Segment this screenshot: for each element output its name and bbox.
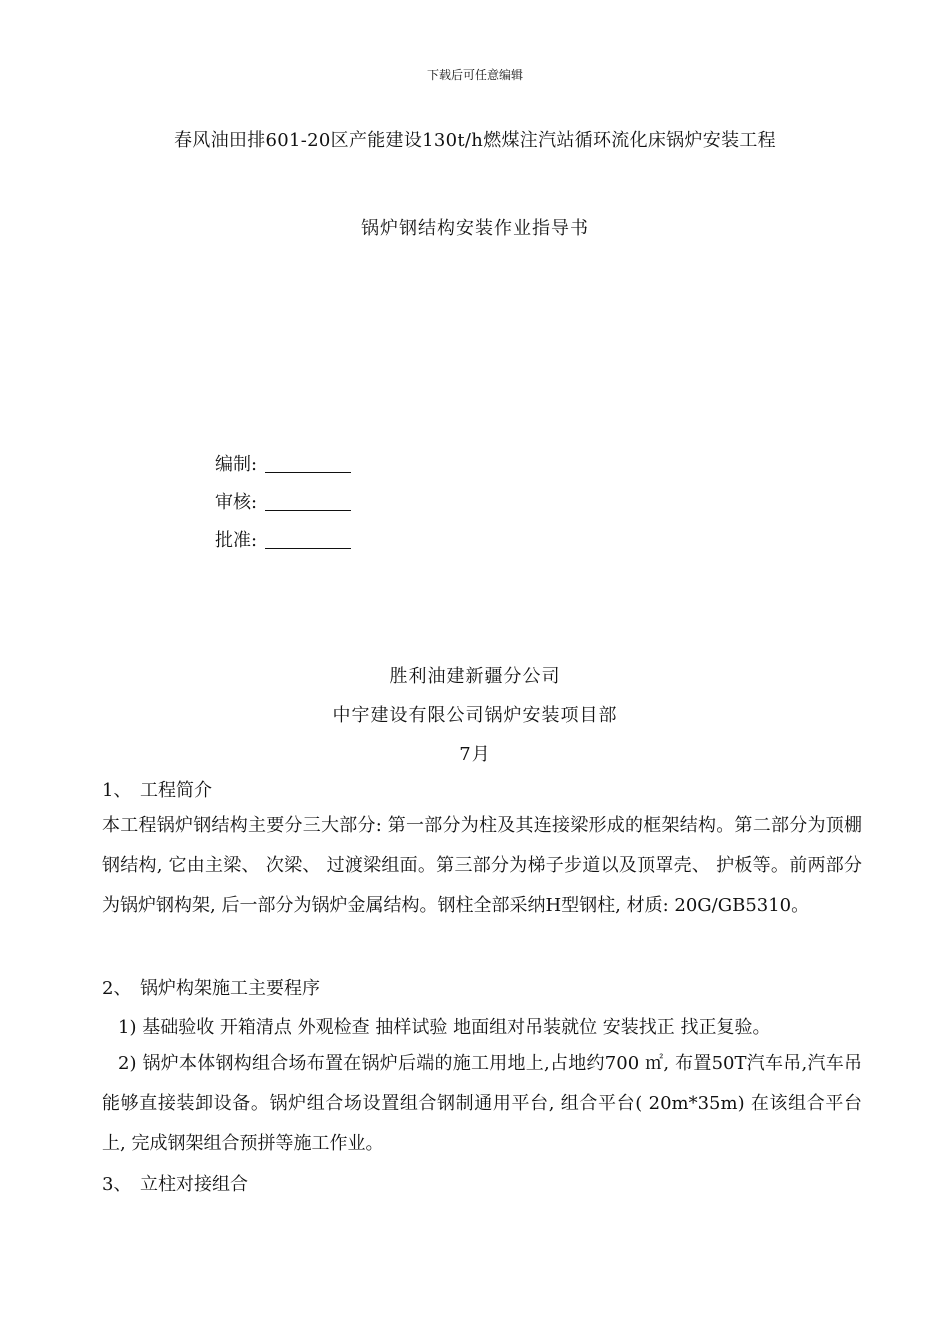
project-title: 春风油田排601-20区产能建设130t/h燃煤注汽站循环流化床锅炉安装工程 <box>174 130 776 151</box>
section-title: 锅炉构架施工主要程序 <box>140 978 320 999</box>
cover-date: 7月 <box>459 744 491 765</box>
section-number: 1、 <box>102 780 132 801</box>
section-title: 立柱对接组合 <box>140 1174 248 1195</box>
section-number: 3、 <box>102 1174 132 1195</box>
download-note: 下载后可任意编辑 <box>426 68 523 82</box>
signature-label: 编制: <box>215 454 258 475</box>
organization-line-1: 胜利油建新疆分公司 <box>389 666 561 687</box>
signature-row-review <box>215 488 351 514</box>
signature-line <box>265 492 351 511</box>
signature-row-approve <box>215 526 351 552</box>
signature-line <box>265 530 351 549</box>
section-heading-1 <box>102 776 212 802</box>
section-heading-2 <box>102 974 320 1000</box>
section-number: 2、 <box>102 978 132 999</box>
signature-label: 批准: <box>215 530 258 551</box>
section-heading-3 <box>102 1170 248 1196</box>
section-2-item-1: 1) 基础验收 开箱清点 外观检查 抽样试验 地面组对吊装就位 安装找正 找正复验。 <box>118 1017 771 1038</box>
organization-line-2: 中宇建设有限公司锅炉安装项目部 <box>332 705 618 726</box>
section-title: 工程简介 <box>140 780 212 801</box>
signature-row-compile <box>215 450 351 476</box>
signature-label: 审核: <box>215 492 258 513</box>
document-title: 锅炉钢结构安装作业指导书 <box>361 218 589 239</box>
section-2-item-2: 2) 锅炉本体钢构组合场布置在锅炉后端的施工用地上,占地约700 ㎡, 布置50T汽车吊,汽车吊能够直接装卸设备。锅炉组合场设置组合钢制通用平台, 组合平台( 20m*35m) 在该组合平台上, 完成钢架组合预拼等施工作业。 <box>102 1053 862 1154</box>
section-1-paragraph: 本工程锅炉钢结构主要分三大部分: 第一部分为柱及其连接梁形成的框架结构。第二部分为顶棚钢结构, 它由主梁、 次梁、 过渡梁组面。第三部分为梯子步道以及顶罩壳、 护板等。前两部分为锅炉钢构架, 后一部分为锅炉金属结构。钢柱全部采纳H型钢柱, 材质: 20G/GB5310。 <box>102 815 862 916</box>
signature-line <box>265 454 351 473</box>
